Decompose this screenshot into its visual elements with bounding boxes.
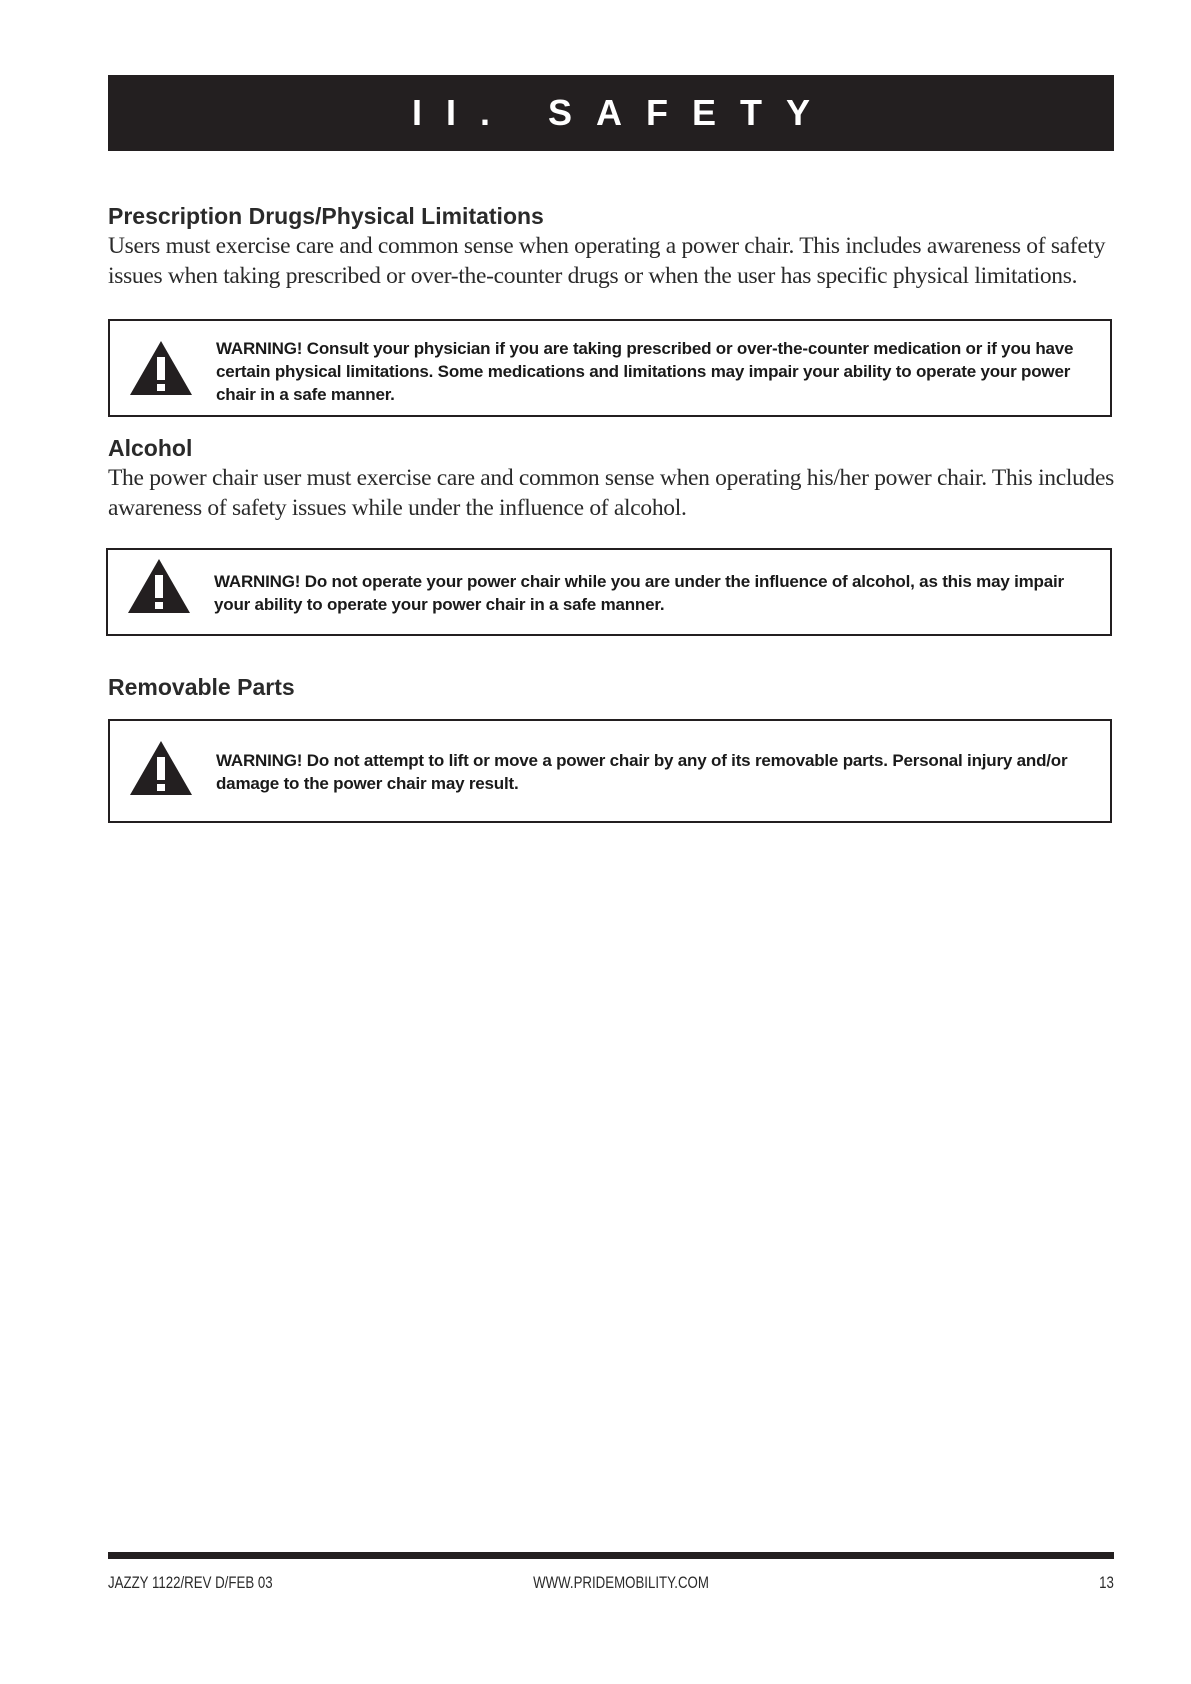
section-banner: [108, 75, 1114, 151]
banner-title: II. SAFETY: [411, 92, 835, 133]
footer-document-id: JAZZY 1122/REV D/FEB 03: [108, 1573, 273, 1592]
warning-box-alcohol: [106, 548, 1112, 636]
heading-alcohol: Alcohol: [108, 435, 193, 461]
warning-text-removable-parts: WARNING! Do not attempt to lift or move a power chair by any of its removable parts. Personal injury and/or damage to the power chair may result.: [216, 751, 1068, 793]
paragraph-alcohol: The power chair user must exercise care and common sense when operating his/her power chair. This includes awareness of safety issues while under the influence of alcohol.: [108, 465, 1114, 521]
warning-box-prescription: [108, 319, 1112, 417]
footer-page-number: 13: [1099, 1573, 1114, 1592]
footer-website: WWW.PRIDEMOBILITY.COM: [533, 1573, 709, 1592]
paragraph-prescription-drugs: Users must exercise care and common sense when operating a power chair. This includes awareness of safety issues when taking prescribed or over-the-counter drugs or when the user has specific physical limitations.: [108, 233, 1106, 289]
warning-triangle-icon: [126, 557, 192, 615]
warning-text-prescription: WARNING! Consult your physician if you are taking prescribed or over-the-counter medication or if you have certain physical limitations. Some medications and limitations may impair your ability to operate your power chair in a safe manner.: [216, 339, 1074, 404]
warning-triangle-icon: [128, 339, 194, 397]
warning-text-alcohol: WARNING! Do not operate your power chair while you are under the influence of alcohol, as this may impair your ability to operate your power chair in a safe manner.: [214, 572, 1064, 614]
warning-box-removable-parts: [108, 719, 1112, 823]
footer-rule: [108, 1552, 1114, 1559]
heading-prescription-drugs: Prescription Drugs/Physical Limitations: [108, 203, 544, 229]
heading-removable-parts: Removable Parts: [108, 674, 295, 700]
warning-triangle-icon: [128, 739, 194, 797]
